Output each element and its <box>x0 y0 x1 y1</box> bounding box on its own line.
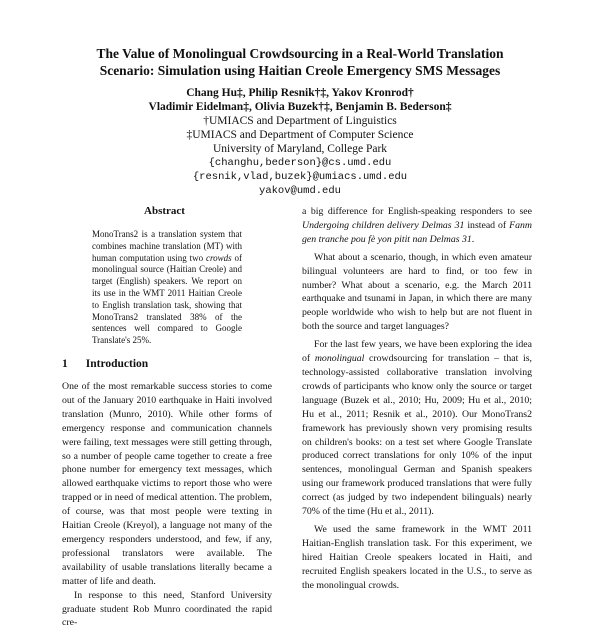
abstract-heading: Abstract <box>144 205 185 217</box>
affiliation-1: †UMIACS and Department of Linguistics <box>203 115 397 127</box>
right-paragraph-3 <box>302 338 532 519</box>
rp1-em1: Undergoing children delivery Delmas 31 <box>302 219 465 231</box>
authors-line-1: Chang Hu‡, Philip Resnik†‡, Yakov Kronrod† <box>186 87 414 99</box>
rp1-c: . <box>471 233 475 245</box>
rp3-a: For the last few years, we have been exploring the idea of <box>302 339 532 365</box>
right-column-body <box>302 205 532 592</box>
rp3-b: crowdsourcing for translation – that is, technology-assisted collaborative translation involving crowds of participants who know only the source or target language (Buzek et al., 2010; Hu, 2009; Hu et al., 2010; Hu et al., 2011; Resnik et al., 2010). Our MonoTrans2 framework has previously shown very promising results on children's books: on a test set where Google Translate produced correct translations for only 10% of the input sentences, monolingual German and Spanish speakers using our framework produced translations that were fully correct (as judged by two independent bilinguals) nearly 70% of the time (Hu et al., 2011). <box>302 353 532 518</box>
affiliation-2: ‡UMIACS and Department of Computer Science <box>186 129 414 141</box>
abstract-part-b: of monolingual source (Haitian Creole) and target (English) speakers. We report on its use in the WMT 2011 Haitian Creole to English translation task, showing that MonoTrans2 translated 38% of the sentences well compared to Google Translate's 25%. <box>92 252 242 346</box>
rp1-b: instead of <box>464 219 510 231</box>
authors-line-2: Vladimir Eidelman‡, Olivia Buzek†‡, Benjamin B. Bederson‡ <box>148 101 452 113</box>
paper-title <box>40 45 560 79</box>
section-heading <box>62 358 166 370</box>
affiliation-3: University of Maryland, College Park <box>212 143 388 155</box>
section-number: 1 <box>62 358 68 370</box>
left-column-body <box>62 380 272 630</box>
intro-paragraph-1: One of the most remarkable success stories to come out of the January 2010 earthquake in Haiti involved translation (Munro, 2010). While other forms of emergency response and communication channels were failing, text messages were still getting through, so a number of people came together to create a free phone number for emergency text messages, which allowed earthquake victims to report those who were trapped or in need of medical attention. The problem, of course, was that most people were texting in Haitian Creole (Kreyol), a language not many of the emergency responders understood, and few, if any, professional translators were available. The availability of usable translations literally became a matter of life and death. <box>62 381 272 587</box>
title-line-2: Scenario: Simulation using Haitian Creole Emergency SMS Messages <box>99 63 501 78</box>
title-line-1: The Value of Monolingual Crowdsourcing in a Real-World Translation <box>96 46 504 61</box>
right-paragraph-1 <box>302 205 532 247</box>
abstract-part-a: MonoTrans2 is a translation system that combines machine translation (MT) with human computation using two <box>92 229 242 263</box>
rp1-a: a big difference for English-speaking responders to see <box>302 206 532 217</box>
email-3: yakov@umd.edu <box>259 185 341 197</box>
intro-paragraph-2: In response to this need, Stanford University graduate student Rob Munro coordinated the rapid cre- <box>62 589 272 629</box>
right-paragraph-2: What about a scenario, though, in which even amateur bilingual volunteers are hard to find, or too few in number? What about a scenario, e.g. the March 2011 earthquake and tsunami in Japan, in which there are many people worldwide who wish to help but are not fluent in both the source and target languages? <box>302 251 532 333</box>
email-1: {changhu,bederson}@cs.umd.edu <box>208 157 392 169</box>
rp1-em2: Fanm gen tranche pou fè yon pitit nan Delmas 31 <box>302 219 533 245</box>
abstract-emphasis: crowds <box>205 252 232 263</box>
author-block <box>40 86 560 198</box>
section-title: Introduction <box>85 358 149 370</box>
rp3-em: monolingual <box>314 353 365 365</box>
email-2: {resnik,vlad,buzek}@umiacs.umd.edu <box>192 171 408 183</box>
right-paragraph-4: We used the same framework in the WMT 2011 Haitian-English translation task. For this experiment, we hired Haitian Creole speakers located in Haiti, and recruited English speakers located in the U.S., to serve as the monolingual crowds. <box>302 523 532 591</box>
abstract-text <box>92 229 242 347</box>
